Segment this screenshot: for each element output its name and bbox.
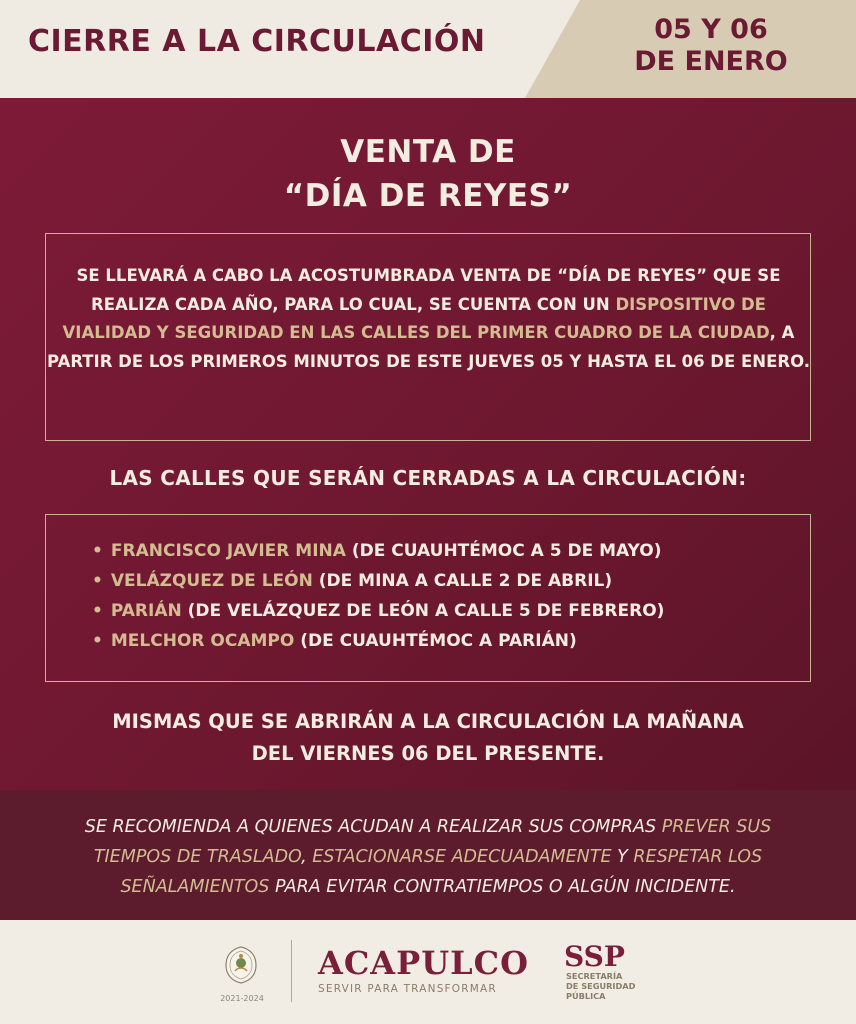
- bullet-icon: •: [92, 541, 103, 561]
- streets-heading: LAS CALLES QUE SERÁN CERRADAS A LA CIRCULACIÓN:: [109, 466, 747, 490]
- bullet-icon: •: [92, 631, 103, 651]
- acapulco-logo: ACAPULCO: [318, 944, 529, 982]
- list-item: [92, 536, 792, 566]
- page-title: [0, 130, 856, 218]
- street-name: FRANCISCO JAVIER MINA: [110, 541, 346, 561]
- ssp-line-1: SECRETARÍA: [566, 971, 623, 981]
- header-title: CIERRE A LA CIRCULACIÓN: [28, 24, 486, 59]
- street-name: VELÁZQUEZ DE LEÓN: [110, 571, 313, 591]
- rec-part-2: ,: [301, 847, 313, 867]
- rec-part-4: PARA EVITAR CONTRATIEMPOS O ALGÚN INCIDENTE.: [269, 877, 736, 897]
- list-item: [92, 596, 792, 626]
- list-item: [92, 626, 792, 656]
- rec-highlight-3: RESPETAR LOS SEÑALAMIENTOS: [120, 847, 763, 897]
- ssp-logo: SSP: [564, 940, 625, 973]
- ssp-line-2: DE SEGURIDAD: [566, 981, 636, 991]
- street-range: (DE CUAUHTÉMOC A PARIÁN): [294, 631, 577, 651]
- acapulco-tagline: SERVIR PARA TRANSFORMAR: [318, 983, 497, 995]
- seal-years: 2021-2024: [220, 994, 264, 1003]
- intro-highlight: DISPOSITIVO DE VIALIDAD Y SEGURIDAD EN LAS CALLES DEL PRIMER CUADRO DE LA CIUDAD: [62, 294, 770, 343]
- recommendation-text: [48, 812, 808, 902]
- bullet-icon: •: [92, 571, 103, 591]
- reopen-line-1: MISMAS QUE SE ABRIRÁN A LA CIRCULACIÓN LA MAÑANA: [112, 710, 744, 733]
- intro-paragraph: [45, 262, 812, 377]
- rec-part-1: SE RECOMIENDA A QUIENES ACUDAN A REALIZAR SUS COMPRAS: [84, 817, 662, 837]
- street-list: [92, 536, 792, 656]
- list-item: [92, 566, 792, 596]
- street-range: (DE VELÁZQUEZ DE LEÓN A CALLE 5 DE FEBRERO): [181, 601, 665, 621]
- date-line-2: DE ENERO: [634, 46, 788, 77]
- date-line-1: 05 Y 06: [654, 14, 768, 45]
- bullet-icon: •: [92, 601, 103, 621]
- ssp-line-3: PÚBLICA: [566, 991, 606, 1001]
- reopen-line-2: DEL VIERNES 06 DEL PRESENTE.: [251, 742, 605, 765]
- rec-highlight-1: PREVER SUS TIEMPOS DE TRASLADO: [93, 817, 772, 867]
- date-label: [592, 14, 830, 78]
- street-name: PARIÁN: [110, 601, 182, 621]
- intro-text-part-2: , A PARTIR DE LOS PRIMEROS MINUTOS DE ESTE JUEVES 05 Y HASTA EL 06 DE ENERO.: [46, 323, 810, 372]
- city-seal-icon: [224, 945, 258, 985]
- rec-part-3: Y: [611, 847, 634, 867]
- street-range: (DE MINA A CALLE 2 DE ABRIL): [312, 571, 613, 591]
- title-line-1: VENTA DE: [340, 134, 516, 170]
- street-name: MELCHOR OCAMPO: [110, 631, 295, 651]
- reopen-notice: [0, 706, 856, 770]
- footer-divider: [291, 940, 292, 1002]
- street-range: (DE CUAUHTÉMOC A 5 DE MAYO): [345, 541, 662, 561]
- intro-text-part-1: SE LLEVARÁ A CABO LA ACOSTUMBRADA VENTA DE “DÍA DE REYES” QUE SE REALIZA CADA AÑO, PARA LO CUAL, SE CUENTA CON UN: [76, 266, 781, 314]
- title-line-2: “DÍA DE REYES”: [283, 178, 573, 214]
- rec-highlight-2: ESTACIONARSE ADECUADAMENTE: [312, 847, 612, 867]
- ssp-subtitle: [566, 971, 686, 1001]
